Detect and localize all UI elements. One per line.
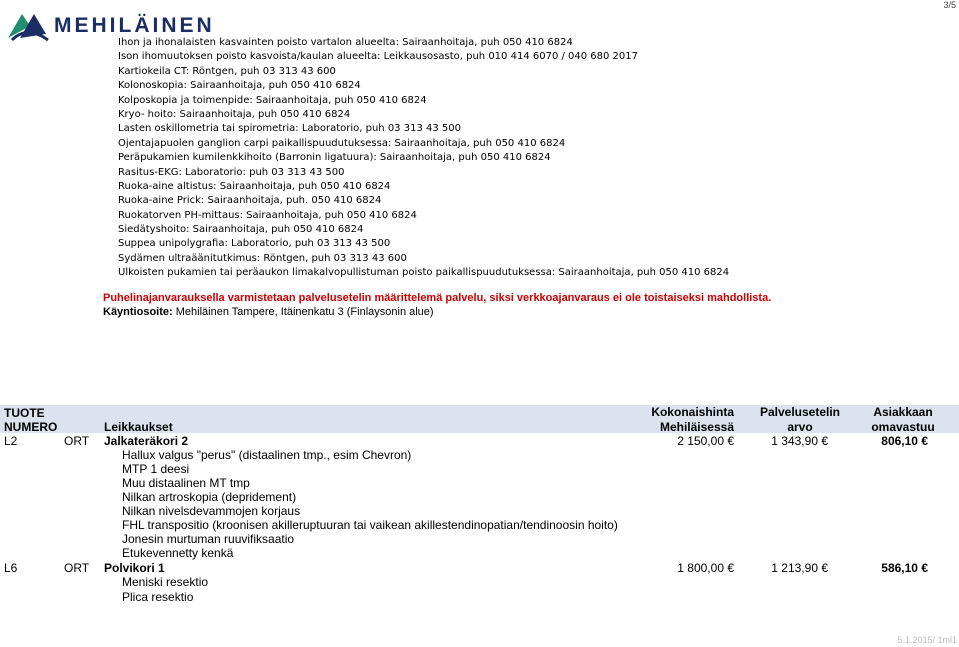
- row-own: 806,10 €: [881, 434, 928, 448]
- contact-line: Kryo- hoito: Sairaanhoitaja, puh 050 410 6824: [118, 108, 351, 120]
- contact-line: Ison ihomuutoksen poisto kasvoista/kaulan alueelta: Leikkausosasto, puh 010 414 6070 / 040 680 2017: [118, 51, 639, 63]
- header-total-1: Kokonaishinta: [651, 405, 734, 419]
- row-own: 586,10 €: [881, 561, 928, 575]
- header-own-2: omavastuu: [871, 420, 935, 434]
- list-item: Meniski resektio: [122, 575, 209, 589]
- header-own-1: Asiakkaan: [873, 405, 933, 419]
- list-item: Hallux valgus "perus" (distaalinen tmp., esim Chevron): [122, 448, 412, 462]
- page-number: 3/5: [943, 0, 956, 10]
- list-item: Etukevennetty kenkä: [122, 546, 234, 560]
- row-total: 2 150,00 €: [677, 434, 734, 448]
- row-voucher: 1 343,90 €: [771, 434, 828, 448]
- row-name: Polvikori 1: [104, 561, 165, 575]
- header-voucher-1: Palvelusetelin: [759, 405, 841, 419]
- table-header: [0, 405, 959, 433]
- header-leikkaukset: Leikkaukset: [104, 420, 173, 434]
- contact-line: Ruoka-aine Prick: Sairaanhoitaja, puh. 050 410 6824: [118, 195, 382, 207]
- contact-line: Sydämen ultraäänitutkimus: Röntgen, puh 03 313 43 600: [118, 252, 407, 264]
- row-type: ORT: [64, 434, 90, 448]
- contact-list: [118, 36, 729, 281]
- list-item: Muu distaalinen MT tmp: [122, 476, 250, 490]
- visit-address-text: Mehiläinen Tampere, Itäinenkatu 3 (Finlaysonin alue): [172, 306, 434, 318]
- list-item: Jonesin murtuman ruuvifiksaatio: [122, 532, 295, 546]
- logo-icon: [4, 8, 52, 44]
- contact-line: Ojentajapuolen ganglion carpi paikallispuudutuksessa: Sairaanhoitaja, puh 050 410 6824: [118, 137, 566, 149]
- row-code: L2: [4, 434, 18, 448]
- list-item: MTP 1 deesi: [122, 462, 190, 476]
- row-total: 1 800,00 €: [677, 561, 734, 575]
- list-item: Nilkan artroskopia (depridement): [122, 490, 297, 504]
- header-total-2: Mehiläisessä: [659, 420, 734, 434]
- row-voucher: 1 213,90 €: [771, 561, 828, 575]
- contact-line: Suppea unipolygrafia: Laboratorio, puh 03 313 43 500: [118, 238, 391, 250]
- row-name: Jalkateräkori 2: [104, 434, 189, 448]
- contact-line: Rasitus-EKG: Laboratorio: puh 03 313 43 500: [118, 166, 345, 178]
- contact-line: Ruokatorven PH-mittaus: Sairaanhoitaja, puh 050 410 6824: [118, 209, 417, 221]
- contact-line: Kolonoskopia: Sairaanhoitaja, puh 050 410 6824: [118, 80, 361, 92]
- contact-line: Kartiokeila CT: Röntgen, puh 03 313 43 600: [118, 65, 336, 77]
- header-tuote: TUOTE: [4, 406, 45, 420]
- header-numero: NUMERO: [4, 420, 58, 434]
- contact-line: Lasten oskillometria tai spirometria: Laboratorio, puh 03 313 43 500: [118, 123, 461, 135]
- list-item: FHL transpositio (kroonisen akilleruptuuran tai vaikean akillestendinopatian/tendinoosin hoito): [122, 518, 618, 532]
- visit-address: [103, 306, 434, 318]
- contact-line: Ruoka-aine altistus: Sairaanhoitaja, puh 050 410 6824: [118, 180, 391, 192]
- list-item: Plica resektio: [122, 590, 194, 604]
- visit-label: Käyntiosoite:: [103, 306, 173, 318]
- footer-stamp: 5.1.2015/ 1ml1: [897, 635, 957, 645]
- contact-line: Siedätyshoito: Sairaanhoitaja, puh 050 410 6824: [118, 224, 364, 236]
- contact-line: Peräpukamien kumilenkkihoito (Barronin ligatuura): Sairaanhoitaja, puh 050 410 6824: [118, 152, 551, 164]
- contact-line: Ulkoisten pukamien tai peräaukon limakalvopullistuman poisto paikallispuudutuksessa: Sairaanhoitaja, puh 050 410 6824: [118, 267, 730, 279]
- contact-line: Ihon ja ihonalaisten kasvainten poisto vartalon alueelta: Sairaanhoitaja, puh 050 410 6824: [118, 37, 573, 48]
- list-item: Nilkan nivelsdevammojen korjaus: [122, 504, 301, 518]
- booking-notice: Puhelinajanvarauksella varmistetaan palvelusetelin määrittelemä palvelu, siksi verkkoajanvaraus ei ole toistaiseksi mahdollista.: [103, 292, 772, 304]
- row-code: L6: [4, 561, 18, 575]
- logo-text: MEHILÄINEN: [54, 14, 215, 37]
- header-voucher-2: arvo: [787, 420, 813, 434]
- row-type: ORT: [64, 561, 90, 575]
- contact-line: Kolposkopia ja toimenpide: Sairaanhoitaja, puh 050 410 6824: [118, 94, 427, 106]
